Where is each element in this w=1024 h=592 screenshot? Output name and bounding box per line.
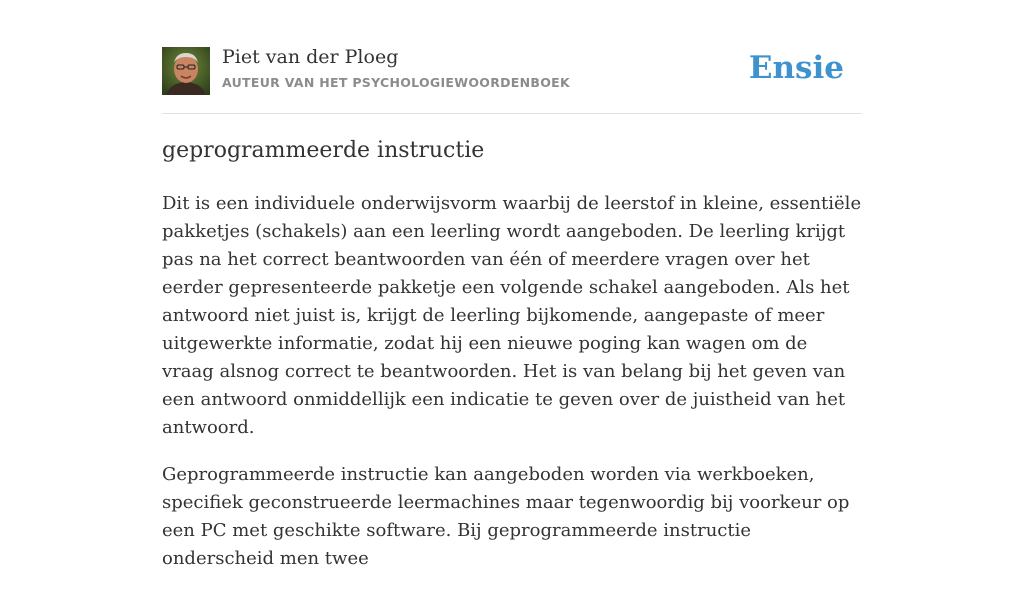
author-role: AUTEUR VAN HET PSYCHOLOGIEWOORDENBOEK bbox=[222, 75, 570, 90]
header bbox=[162, 0, 862, 114]
avatar[interactable] bbox=[162, 47, 210, 95]
article-paragraph: Dit is een individuele onderwijsvorm waarbij de leerstof in kleine, essentiële pakketjes (schakels) aan een leerling wordt aangeboden. De leerling krijgt pas na het correct beantwoorden van één of meerdere vragen over het eerder gepresenteerde pakketje een volgende schakel aangeboden. Als het antwoord niet juist is, krijgt de leerling bijkomende, aangepaste of meer uitgewerkte informatie, zodat hij een nieuwe poging kan wagen om de vraag alsnog correct te beantwoorden. Het is van belang bij het geven van een antwoord onmiddellijk een indicatie te geven over de juistheid van het antwoord. bbox=[162, 193, 862, 438]
avatar-photo bbox=[162, 47, 210, 95]
page bbox=[162, 0, 862, 569]
article-body bbox=[162, 190, 862, 592]
author-name[interactable]: Piet van der Ploeg bbox=[222, 46, 399, 68]
brand-logo[interactable]: Ensie bbox=[748, 50, 844, 86]
article-title: geprogrammeerde instructie bbox=[162, 138, 485, 163]
article-paragraph: Geprogrammeerde instructie kan aangeboden worden via werkboeken, specifiek geconstrueerde leermachines maar tegenwoordig bij voorkeur op een PC met geschikte software. Bij geprogrammeerde instructie onderscheid men twee bbox=[162, 464, 850, 569]
